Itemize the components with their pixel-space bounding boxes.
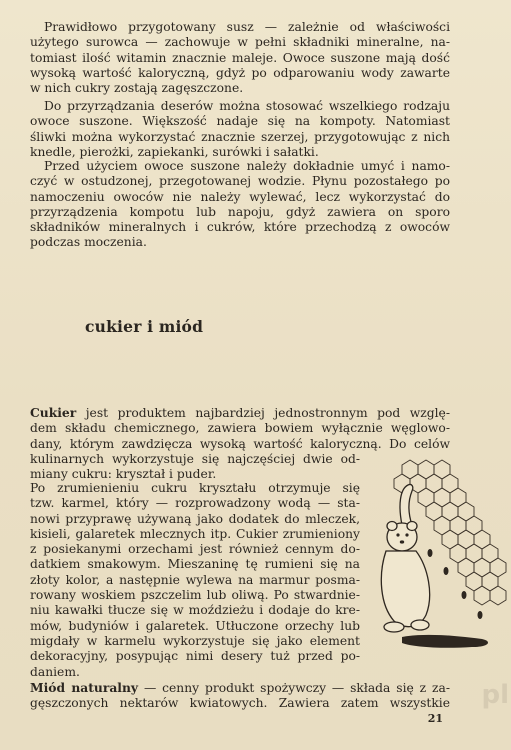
text-line: nowi przyprawę używaną jako dodatek do mleczek,: [30, 511, 360, 526]
text-line: Prawidłowo przygotowany susz — zależnie od właściwości: [44, 20, 450, 34]
watermark: pl: [481, 680, 509, 710]
honey-puddle-icon: [402, 635, 488, 648]
section-heading: cukier i miód: [85, 317, 204, 336]
text-line: tzw. karmel, który — rozprowadzony wodą — sta-: [30, 496, 360, 511]
page-number: 21: [427, 712, 443, 725]
text-line: użytego surowca — zachowuje w pełni składniki mineralne, na-: [30, 35, 450, 50]
text-line: knedle, pierożki, zapiekanki, surówki i sałatki.: [30, 144, 319, 159]
bold-term: Cukier: [30, 405, 77, 420]
bear-honeycomb-illustration: [372, 455, 507, 655]
paragraph-dried-fruit-nutrition: [30, 20, 450, 96]
text-line: [30, 680, 450, 696]
paragraph-dessert-uses: [30, 99, 450, 160]
text-line: namoczeniu owoców nie należy wylewać, lecz wykorzystać do: [30, 189, 450, 204]
text-line: w nich cukry zostają zagęszczone.: [30, 81, 244, 96]
text-line: niu kawałki tłucze się w moździeżu i dodaje do kre-: [30, 603, 360, 618]
text-fragment: — cenny produkt spożywczy — składa się z za-: [138, 681, 450, 695]
text-line: Przed użyciem owoce suszone należy dokładnie umyć i namo-: [44, 159, 450, 173]
text-line: [30, 405, 450, 421]
bold-term: Miód naturalny: [30, 680, 139, 695]
text-line: owoce suszone. Większość nadaje się na kompoty. Natomiast: [30, 114, 450, 129]
text-line: śliwki można wykorzystać znacznie szerzej, przygotowując z nich: [30, 129, 450, 144]
paragraph-soaking-instructions: [30, 159, 450, 251]
text-line: przyrządzenia kompotu lub napoju, gdyż zawiera on sporo: [30, 204, 450, 219]
text-line: podczas moczenia.: [30, 235, 147, 250]
text-line: datkiem smakowym. Mieszaninę tę rumieni się na: [30, 557, 360, 572]
text-fragment: jest produktem najbardziej jednostronnym pod wzglę-: [76, 406, 450, 420]
text-line: wysoką wartość kaloryczną, gdyż po odparowaniu wody zawarte: [30, 65, 450, 80]
text-line: złoty kolor, a następnie wylewa na marmur posma-: [30, 572, 360, 587]
text-line: Po zrumienieniu cukru kryształu otrzymuje się: [30, 481, 360, 495]
text-line: kulinarnych wykorzystuje się najczęściej dwie od-: [30, 451, 360, 466]
text-line: dekoracyjny, posypując nimi desery tuż przed po-: [30, 649, 360, 664]
text-line: czyć w ostudzonej, przegotowanej wodzie. Płynu pozostałego po: [30, 174, 450, 189]
text-line: kisieli, galaretek mlecznych itp. Cukier zrumieniony: [30, 526, 360, 541]
text-line: miany cukru: kryształ i puder.: [30, 467, 217, 482]
text-line: dany, którym zawdzięcza wysoką wartość kaloryczną. Do celów: [30, 436, 450, 451]
text-line: migdały w karmelu wykorzystuje się jako element: [30, 633, 360, 648]
paragraph-caramel: [30, 481, 360, 680]
text-line: rowany woskiem pszczelim lub oliwą. Po stwardnie-: [30, 588, 360, 603]
text-line: gęszczonych nektarów kwiatowych. Zawiera zatem wszystkie: [30, 696, 450, 711]
text-line: składników mineralnych i cukrów, które przechodzą z owoców: [30, 220, 450, 235]
text-line: dem składu chemicznego, zawiera bowiem wyłącznie węglowo-: [30, 421, 450, 436]
text-line: z posiekanymi orzechami jest również cennym do-: [30, 542, 360, 557]
bear-cub-icon: [381, 484, 429, 632]
text-line: tomiast ilość witamin znacznie maleje. Owoce suszone mają dość: [30, 50, 450, 65]
paragraph-honey: [30, 680, 450, 712]
text-line: Do przyrządzania deserów można stosować wszelkiego rodzaju: [44, 99, 450, 113]
text-line: daniem.: [30, 664, 80, 679]
text-line: mów, budyniów i galaretek. Utłuczone orzechy lub: [30, 618, 360, 633]
